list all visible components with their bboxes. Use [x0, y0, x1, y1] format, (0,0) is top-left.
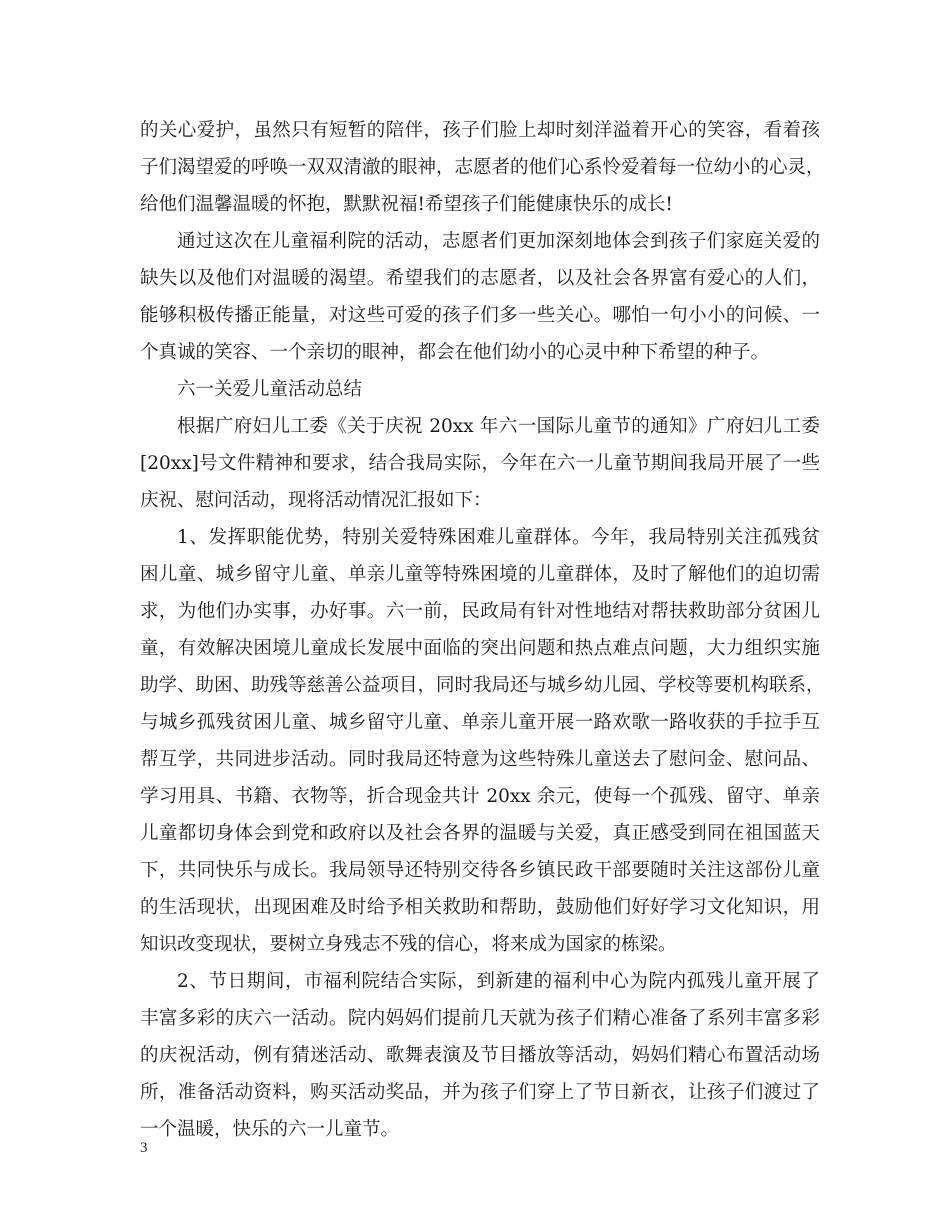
text-line: 庆祝、慰问活动，现将活动情况汇报如下： — [140, 490, 492, 511]
text-line: 童，有效解决困境儿童成长发展中面临的突出问题和热点难点问题，大力组织实施 — [140, 638, 820, 659]
text-line: 困儿童、城乡留守儿童、单亲儿童等特殊困境的儿童群体，及时了解他们的迫切需 — [140, 564, 820, 585]
text-line: 求，为他们办实事，办好事。六一前，民政局有针对性地结对帮扶救助部分贫困儿 — [140, 601, 820, 622]
text-line: [20xx]号文件精神和要求，结合我局实际，今年在六一儿童节期间我局开展了一些 — [140, 453, 820, 474]
text-line: 2、节日期间，市福利院结合实际，到新建的福利中心为院内孤残儿童开展了 — [177, 971, 820, 992]
text-line: 下，共同快乐与成长。我局领导还特别交待各乡镇民政干部要随时关注这部份儿童 — [140, 860, 820, 881]
text-line: 的关心爱护，虽然只有短暂的陪伴，孩子们脸上却时刻洋溢着开心的笑容，看着孩 — [140, 120, 820, 141]
text-line: 缺失以及他们对温暖的渴望。希望我们的志愿者，以及社会各界富有爱心的人们， — [140, 268, 820, 289]
text-line: 通过这次在儿童福利院的活动，志愿者们更加深刻地体会到孩子们家庭关爱的 — [177, 231, 820, 252]
text-line: 与城乡孤残贫困儿童、城乡留守儿童、单亲儿童开展一路欢歌一路收获的手拉手互 — [140, 712, 820, 733]
text-line: 的庆祝活动，例有猜迷活动、歌舞表演及节目播放等活动，妈妈们精心布置活动场 — [140, 1045, 820, 1066]
paragraph — [140, 223, 820, 371]
section-heading — [140, 371, 820, 408]
text-line: 知识改变现状，要树立身残志不残的信心，将来成为国家的栋梁。 — [140, 934, 677, 955]
paragraph — [140, 408, 820, 519]
text-line: 的生活现状，出现困难及时给予相关救助和帮助，鼓励他们好好学习文化知识，用 — [140, 897, 820, 918]
text-line: 丰富多彩的庆六一活动。院内妈妈们提前几天就为孩子们精心准备了系列丰富多彩 — [140, 1008, 820, 1029]
paragraph — [140, 963, 820, 1148]
text-line: 子们渴望爱的呼唤一双双清澈的眼神，志愿者的他们心系怜爱着每一位幼小的心灵， — [140, 157, 825, 178]
text-line: 儿童都切身体会到党和政府以及社会各界的温暖与关爱，真正感受到同在祖国蓝天 — [140, 823, 820, 844]
text-line: 1、发挥职能优势，特别关爱特殊困难儿童群体。今年，我局特别关注孤残贫 — [177, 527, 820, 548]
document-body — [140, 112, 825, 1148]
text-line: 帮互学，共同进步活动。同时我局还特意为这些特殊儿童送去了慰问金、慰问品、 — [140, 749, 820, 770]
text-line: 给他们温馨温暖的怀抱，默默祝福!希望孩子们能健康快乐的成长! — [140, 194, 673, 215]
page-number: 3 — [140, 1140, 148, 1156]
text-line: 学习用具、书籍、衣物等，折合现金共计 20xx 余元，使每一个孤残、留守、单亲 — [140, 786, 820, 807]
text-line: 所，准备活动资料，购买活动奖品，并为孩子们穿上了节日新衣，让孩子们渡过了 — [140, 1082, 820, 1103]
paragraph — [140, 112, 825, 223]
text-line: 一个温暖，快乐的六一儿童节。 — [140, 1119, 400, 1140]
text-line: 根据广府妇儿工委《关于庆祝 20xx 年六一国际儿童节的通知》广府妇儿工委 — [177, 416, 820, 437]
text-line: 能够积极传播正能量，对这些可爱的孩子们多一些关心。哪怕一句小小的问候、一 — [140, 305, 820, 326]
paragraph — [140, 519, 825, 963]
heading-text: 六一关爱儿童活动总结 — [177, 379, 363, 400]
text-line: 助学、助困、助残等慈善公益项目，同时我局还与城乡幼儿园、学校等要机构联系， — [140, 675, 825, 696]
text-line: 个真诚的笑容、一个亲切的眼神，都会在他们幼小的心灵中种下希望的种子。 — [140, 342, 770, 363]
